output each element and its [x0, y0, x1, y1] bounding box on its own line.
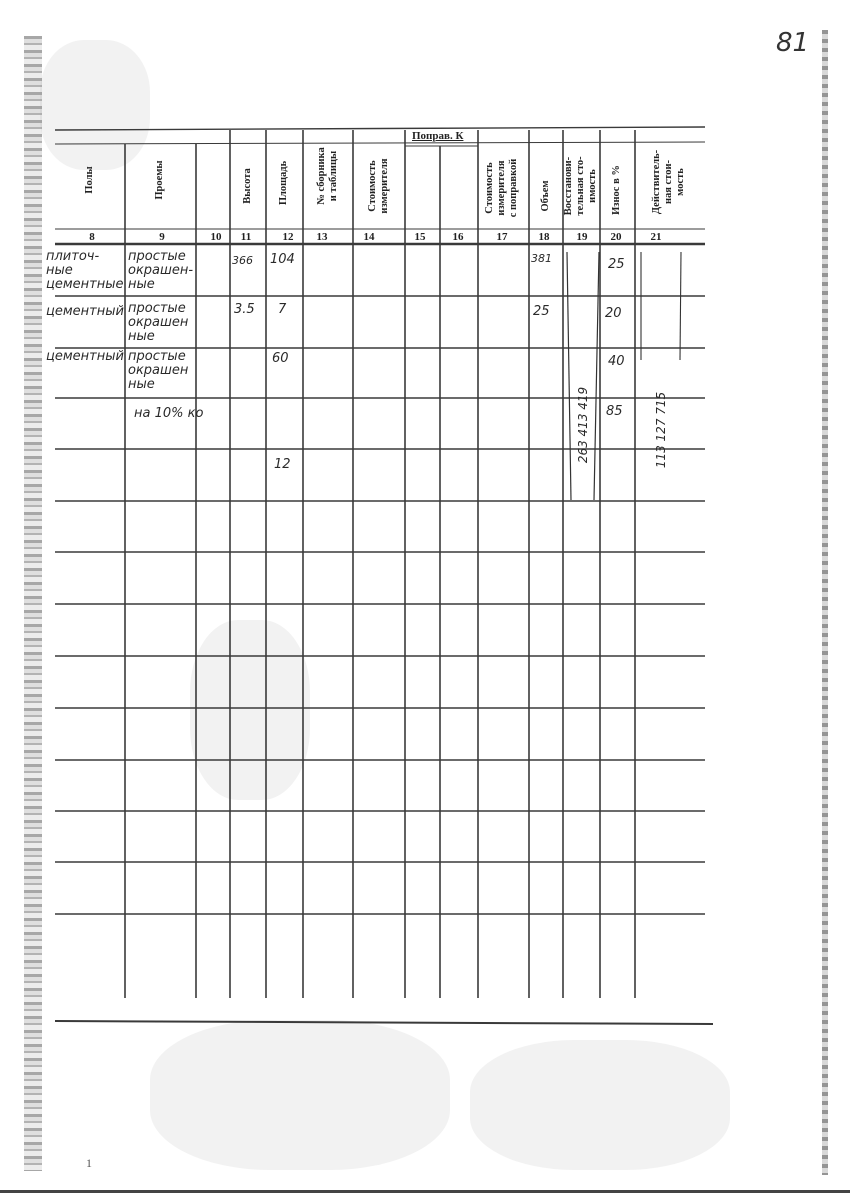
row1-volume-entry: 381 [531, 252, 552, 265]
bottom-rule [0, 1190, 850, 1193]
row2-openings-entry: простые окрашен ные [128, 301, 189, 344]
actual-cost-vertical-entry: 113 127 715 [654, 391, 668, 469]
column-number: 16 [452, 231, 464, 243]
column-number: 21 [650, 231, 662, 243]
column-number: 18 [538, 231, 550, 243]
header-openings: Проемы [154, 160, 165, 200]
column-number: 17 [496, 231, 508, 243]
row3-openings-entry: простые окрашен ные [128, 349, 189, 392]
row1-openings-entry: простые окрашен- ные [128, 249, 194, 292]
page-number: 81 [776, 28, 810, 58]
row3-area-entry: 60 [272, 351, 289, 366]
row1-floor-entry: плиточ- ные цементные [46, 249, 124, 292]
column-number: 14 [363, 231, 375, 243]
column-number: 19 [576, 231, 588, 243]
row3-wear-entry: 40 [608, 354, 625, 369]
header-wear: Износ в % [611, 165, 622, 215]
header-volume: Объем [540, 180, 551, 212]
row1-wear-entry: 25 [608, 257, 625, 272]
header-unit-cost: Стоимость измерителя [367, 158, 390, 214]
row1-area-entry: 104 [270, 252, 295, 267]
header-height: Высота [242, 168, 253, 204]
column-number: 12 [282, 231, 294, 243]
column-number: 13 [316, 231, 328, 243]
header-correction-group: Поправ. К [412, 130, 464, 142]
header-restoration-cost: Восстанови- тельная сто- имость [563, 156, 598, 216]
column-number: 20 [610, 231, 622, 243]
column-number: 15 [414, 231, 426, 243]
row2-height-entry: 3.5 [234, 302, 255, 317]
row5-area-entry: 12 [274, 457, 291, 472]
column-number: 8 [89, 231, 95, 243]
row4-openings-entry: на 10% ко [134, 406, 204, 421]
restoration-cost-vertical-entry: 263 413 419 [576, 386, 590, 464]
header-actual-cost: Действитель- ная стои- мость [651, 149, 686, 215]
row3-floor-entry: цементный [46, 349, 124, 364]
row2-wear-entry: 20 [605, 306, 622, 321]
row1-height-entry: 366 [232, 254, 253, 267]
bottom-mark: 1 [86, 1156, 92, 1170]
column-number: 9 [159, 231, 165, 243]
row4-wear-entry: 85 [606, 404, 623, 419]
column-number: 10 [210, 231, 222, 243]
column-number: 11 [240, 231, 252, 243]
header-area: Площадь [278, 160, 289, 206]
row2-area-entry: 7 [278, 302, 287, 317]
header-floors: Полы [84, 166, 95, 194]
row2-floor-entry: цементный [46, 304, 124, 319]
header-collection-table: № сборника и таблицы [316, 147, 339, 205]
header-unit-cost-corrected: Стоимость измерителя с поправкой [484, 158, 519, 218]
row2-volume-entry: 25 [533, 304, 550, 319]
